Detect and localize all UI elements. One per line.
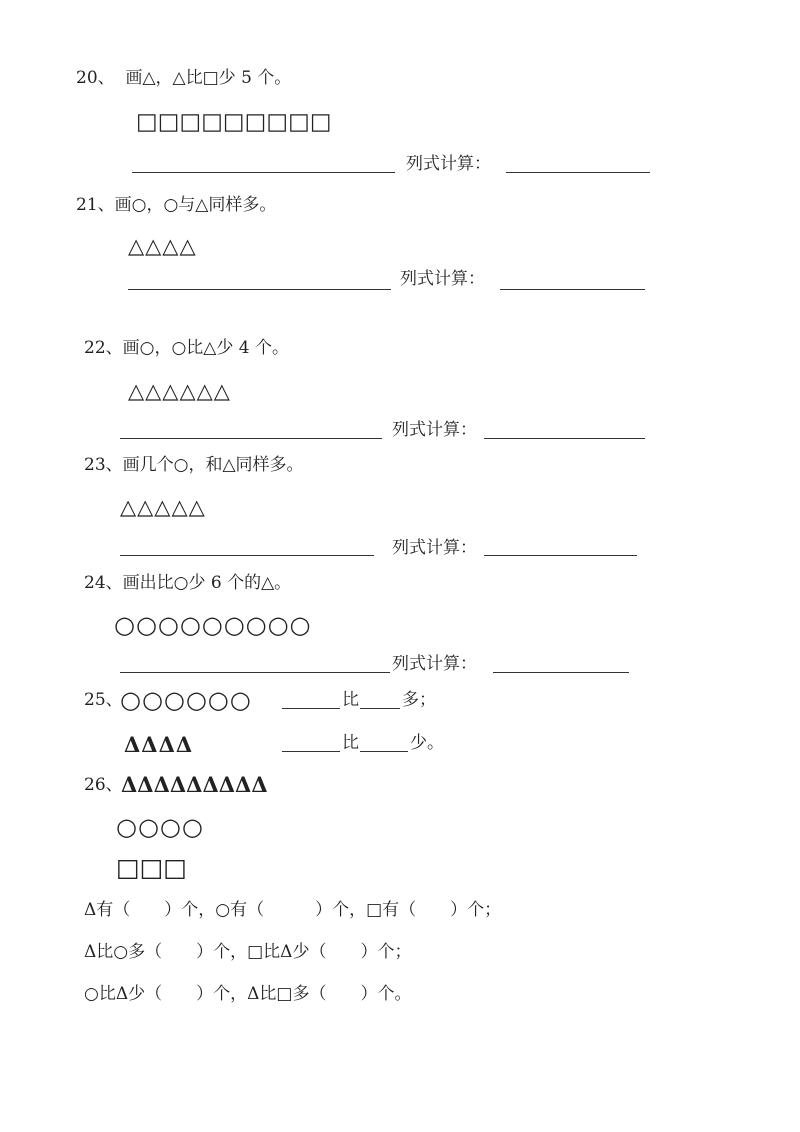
- q23-text: 画几个○，和△同样多。: [122, 455, 304, 475]
- q24-calc-label: 列式计算：: [392, 654, 477, 674]
- q21-prompt: [76, 197, 276, 214]
- q26-circles: ○○○○: [116, 813, 204, 841]
- q22-text: 画○，○比△少 4 个。: [122, 338, 290, 358]
- q26-squares: □□□: [116, 853, 187, 882]
- q20-number: 20、: [76, 68, 115, 88]
- q22-prompt: [84, 340, 289, 357]
- q20-answer-line[interactable]: [506, 172, 650, 173]
- q26-row-3: ○比Δ少（ ）个，Δ比□多（ ）个。: [84, 984, 412, 1004]
- q21-text: 画○，○与△同样多。: [114, 195, 277, 215]
- q20-text: 画△，△比□少 5 个。: [125, 68, 292, 88]
- q23-number: 23、: [84, 455, 123, 475]
- q21-calc-label: 列式计算：: [400, 269, 485, 289]
- q21-drawing-line[interactable]: [128, 289, 391, 290]
- q22-number: 22、: [84, 338, 123, 358]
- q22-answer-line[interactable]: [484, 438, 645, 439]
- q25-circles: ○○○○○○: [120, 686, 252, 714]
- q20-drawing-line[interactable]: [132, 172, 395, 173]
- q23-answer-line[interactable]: [484, 555, 637, 556]
- q25-result-1: 多；: [402, 690, 436, 710]
- q24-circles: ○○○○○○○○○: [114, 611, 312, 639]
- q26-row-2: Δ比○多（ ）个，□比Δ少（ ）个；: [84, 942, 412, 962]
- q20-prompt: [76, 70, 291, 87]
- q25-compare-1: 比: [342, 690, 359, 710]
- q23-calc-label: 列式计算：: [392, 538, 477, 558]
- q21-answer-line[interactable]: [500, 289, 645, 290]
- q23-prompt: [84, 457, 304, 474]
- q25-blank-1a[interactable]: [282, 708, 340, 709]
- q22-drawing-line[interactable]: [120, 438, 382, 439]
- q23-drawing-line[interactable]: [120, 555, 374, 556]
- q21-triangles: △△△△: [128, 234, 197, 258]
- q25-blank-2b[interactable]: [360, 751, 408, 752]
- q20-calc-label: 列式计算：: [406, 154, 491, 174]
- q26-number: 26、: [84, 775, 123, 795]
- q25-number: 25、: [84, 690, 123, 710]
- q20-squares: □□□□□□□□□: [136, 108, 332, 135]
- q24-text: 画出比○少 6 个的△。: [122, 573, 292, 593]
- q24-drawing-line[interactable]: [120, 672, 390, 673]
- q25-blank-1b[interactable]: [360, 708, 400, 709]
- q23-triangles: △△△△△: [120, 495, 206, 519]
- q24-answer-line[interactable]: [493, 672, 629, 673]
- q26-triangles: ΔΔΔΔΔΔΔΔΔ: [121, 772, 268, 797]
- q22-triangles: △△△△△△: [128, 379, 231, 403]
- q25-result-2: 少。: [410, 733, 444, 753]
- q22-calc-label: 列式计算：: [392, 420, 477, 440]
- q26-row-1: Δ有（ ）个，○有（ ）个，□有（ ）个；: [84, 900, 502, 920]
- q25-triangles: ΔΔΔΔ: [124, 732, 194, 757]
- q25-blank-2a[interactable]: [282, 751, 340, 752]
- q24-prompt: [84, 575, 291, 592]
- q25-compare-2: 比: [342, 733, 359, 753]
- q24-number: 24、: [84, 573, 123, 593]
- q21-number: 21、: [76, 195, 115, 215]
